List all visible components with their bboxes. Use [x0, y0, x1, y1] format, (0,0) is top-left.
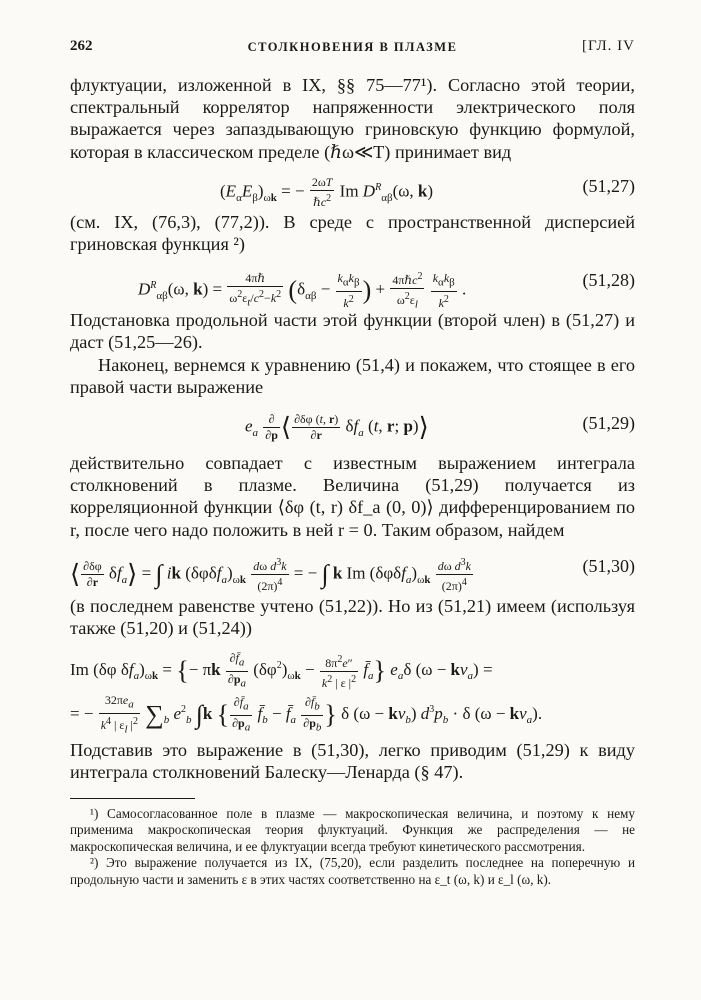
footnote-1: ¹) Самосогласованное поле в плазме — макроскопическая величина, и поэтому к нему применима макроскопическая теория флуктуаций. Функция же распределения — не макроскопическая величина, и ее флуктуации всегда требуют кинетического рассмотрения. [70, 805, 635, 854]
equation-51-27-body: $(E_\alpha E_\beta)_{\omega k}$ = − $\frac{2\omega T}{\hbar c^2}$ Im $D^R_{\alpha\beta}(\omega$, k) [220, 174, 434, 209]
paragraph-2: (см. IX, (76,3), (77,2)). В среде с пространственной дисперсией гриновская функция ²) [70, 211, 635, 255]
equation-51-30-body: ⟨ $\frac{\partial\delta\varphi}{\partial r}$ $\delta f_a⟩$ = ∫ ik $(\delta\varphi\delta f_a)_{\omega k}$ $\frac{d\omega d^3k}{(2\pi)^4}$ = − ∫ k Im $(\delta\varphi\delta f_a)_{\omega k}$ $\frac{d\omega d^3k}{(2\pi)^4}$ [70, 556, 471, 593]
page-number: 262 [70, 38, 93, 54]
equation-number: (51,29) [582, 413, 635, 434]
paragraph-4: Наконец, вернемся к уравнению (51,4) и покажем, что стоящее в его правой части выражение [70, 354, 635, 397]
page-header [70, 38, 635, 60]
equation-im-line-2: = − $\frac{32\pi e_a}{k^4 | \varepsilon_l |^2}$ $\sum_b$ $e^2_b$ ∫k { $\frac{\partial f̄_a}{\partial p_a}$ $f̄_b$ − $f̄_a$ $\frac{\partial f̄_b}{\partial p_b}$ } δ $(\omega - kv_b)$ $d^3p_b \cdot \delta$ $(\omega - kv_a)$. [70, 693, 543, 736]
paragraph-6: (в последнем равенстве учтено (51,22)). Но из (51,21) имеем (используя также (51,20) и (51,24)) [70, 595, 635, 639]
equation-im-line-1: Im (δφ $\delta f_a)_{\omega k}$ = {− πk $\frac{\partial f̄_a}{\partial p_a}$ $(\delta\varphi^2)_{\omega k}$ − $\frac{8\pi^2e''}{k^2 | \varepsilon |^2}$ $f̄_a$} $e_a\delta$ $(\omega - kv_a)$ = [70, 651, 493, 690]
page [70, 38, 635, 889]
equation-51-29 [70, 402, 635, 448]
paragraph-7: Подставив это выражение в (51,30), легко приводим (51,29) к виду интеграла столкновений Балеску—Ленарда (§ 47). [70, 740, 635, 783]
equation-im [70, 643, 635, 735]
equation-51-28-body: $D^R_{\alpha\beta}(\omega$, k) = $\frac{\text{4πℏ}}{\omega^2\varepsilon_t/c^2-k^2}$ ($\delta_{\alpha\beta}$ − $\frac{k_\alpha k_\beta}{k^2}$ ) + $\frac{4\pi\hbar c^2}{\omega^2\varepsilon_l}$ $\frac{k_\alpha k_\beta}{k^2}$ . [138, 271, 467, 311]
equation-number: (51,28) [582, 270, 635, 291]
equation-51-28 [70, 259, 635, 311]
running-title: СТОЛКНОВЕНИЯ В ПЛАЗМЕ [247, 40, 458, 54]
equation-number: (51,30) [582, 555, 635, 576]
footnote-rule [70, 798, 195, 799]
paragraph-5: действительно совпадает с известным выражением интеграла столкновений в плазме. Величина (51,29) получается из корреляционной функции ⟨δφ (t, r) δf_a (0, 0)⟩ дифференцированием по r, после чего надо положить в ней r = 0. Таким образом, найдем [70, 453, 635, 540]
chapter-label: [ГЛ. IV [581, 38, 635, 54]
paragraph-1: флуктуации, изложенной в IX, §§ 75—77¹). Согласно этой теории, спектральный коррелятор напряженности электрического поля выражается через запаздывающую гриновскую функцию формулой, которая в классическом пределе (ℏω≪T) принимает вид [70, 75, 635, 162]
equation-number: (51,27) [582, 175, 635, 196]
equation-51-27 [70, 167, 635, 207]
paragraph-3: Подстановка продольной части этой функции (второй член) в (51,27) и даст (51,25—26). [70, 310, 635, 353]
footnote-separator [70, 784, 635, 806]
equation-51-29-body: $e_a$ $\frac{\partial}{\partial p}$ ⟨ $\frac{\partial\delta\varphi (t, r)}{\partial r}$ $\delta f_a$ (t, r; p)⟩ [245, 412, 429, 443]
footnote-2: ²) Это выражение получается из IX, (75,20), если разделить последнее на поперечную и продольную части и заменить ε в этих частях соответственно на ε_t (ω, k) и ε_l (ω, k). [70, 855, 635, 888]
equation-51-30 [70, 545, 635, 591]
